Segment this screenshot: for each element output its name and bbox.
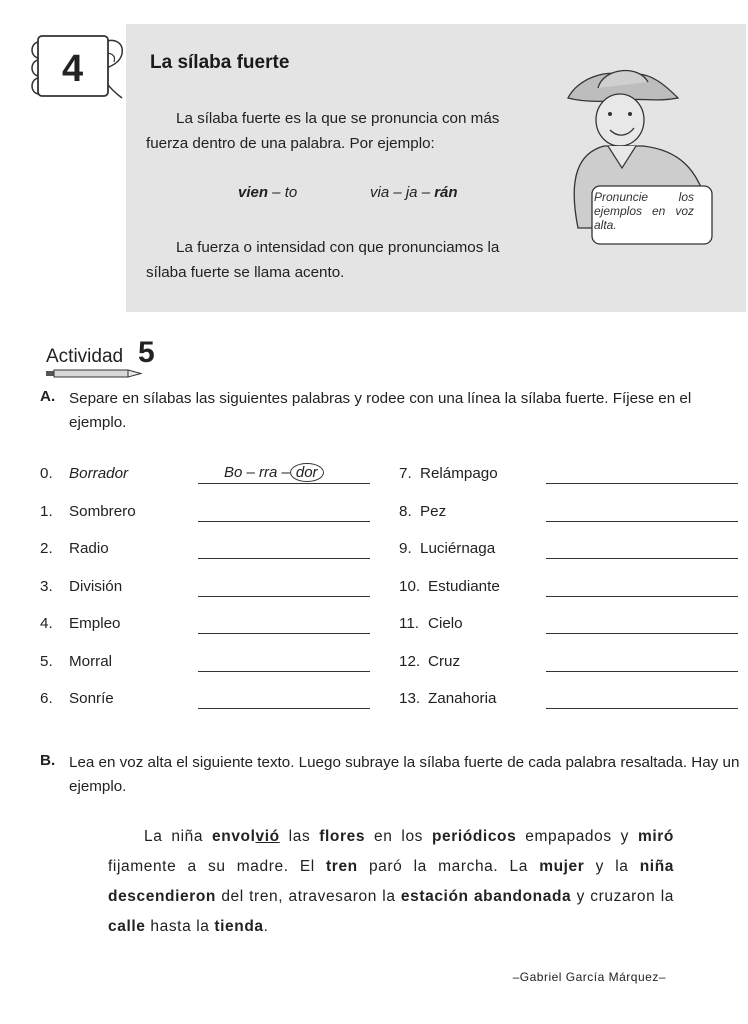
passage-text: en los [365, 828, 432, 845]
highlighted-word: flores [319, 828, 366, 845]
highlighted-word: periódicos [431, 828, 517, 845]
pronunciation-note: Pronuncie los ejemplos en voz alta. [594, 190, 694, 232]
hand-holding-number-card-icon [30, 20, 130, 130]
highlighted-word: estación [400, 888, 469, 905]
reading-passage [108, 822, 674, 942]
answer-line[interactable] [198, 483, 370, 484]
section-b-letter: B. [40, 752, 56, 769]
pencil-icon [46, 368, 142, 378]
word-to-separate: Sombrero [69, 502, 136, 520]
answer-line[interactable] [198, 521, 370, 522]
item-number: 9. [399, 540, 412, 557]
highlighted-word: tren [326, 858, 358, 875]
item-number: 11. [399, 615, 419, 632]
answer-line[interactable] [546, 521, 738, 522]
item-number: 3. [40, 577, 53, 595]
word-to-separate: Empleo [69, 615, 121, 632]
highlighted-word: mujer [539, 858, 585, 875]
word-to-separate: Radio [69, 540, 109, 557]
passage-text: las [279, 828, 320, 845]
word-to-separate: Cruz [428, 652, 461, 670]
answer-line[interactable] [546, 633, 738, 634]
item-number: 12. [399, 652, 421, 670]
word-to-separate: Relámpago [420, 465, 498, 482]
answer-line[interactable] [546, 558, 738, 559]
lesson-title: La sílaba fuerte [150, 52, 290, 73]
section-b-instruction: Lea en voz alta el siguiente texto. Luego subraye la sílaba fuerte de cada palabra resaltada. Hay un ejemplo. [69, 754, 740, 795]
passage-text: hasta la [145, 918, 215, 935]
item-number: 10. [399, 577, 421, 595]
passage-text: paró la marcha. La [357, 858, 540, 875]
highlighted-word: miró [637, 828, 674, 845]
answer-line[interactable] [198, 596, 370, 597]
item-number: 1. [40, 502, 53, 520]
passage-text: . [263, 918, 269, 935]
passage-text: fijamente a su madre. El [108, 858, 327, 875]
circled-strong-syllable: dor [290, 463, 324, 482]
passage-text: y la [584, 858, 640, 875]
answer-line[interactable] [198, 671, 370, 672]
underlined-syllable: vió [255, 828, 280, 845]
item-number: 6. [40, 690, 53, 707]
highlighted-word: abandonada [473, 888, 572, 905]
answer-line[interactable] [546, 596, 738, 597]
lesson-paragraph-1: La sílaba fuerte es la que se pronuncia con más fuerza dentro de una palabra. Por ejemplo: [146, 110, 500, 152]
word-to-separate: Estudiante [428, 577, 500, 595]
word-to-separate: Morral [69, 652, 113, 670]
lesson-paragraph-2: La fuerza o intensidad con que pronunciamos la sílaba fuerte se llama acento. [146, 239, 500, 281]
word-to-separate: Sonríe [69, 690, 114, 707]
highlighted-word: tienda [214, 918, 264, 935]
lesson-number: 4 [62, 48, 84, 90]
example-vien-to: vien – to [238, 184, 298, 201]
answer-line[interactable] [546, 708, 738, 709]
passage-author: –Gabriel García Márquez– [512, 970, 666, 984]
word-to-separate: Zanahoria [428, 690, 497, 707]
passage-text: La niña [144, 828, 213, 845]
activity-number: 5 [138, 336, 155, 369]
word-to-separate: Luciérnaga [420, 540, 496, 557]
highlighted-word: niña [639, 858, 674, 875]
example-via-ja-ran: via – ja – rán [370, 184, 458, 201]
item-number: 8. [399, 502, 412, 520]
answer-line[interactable] [198, 633, 370, 634]
passage-paragraph [108, 822, 674, 942]
highlighted-word: envol [212, 828, 256, 845]
item-number: 5. [40, 652, 53, 670]
section-a-instruction: Separe en sílabas las siguientes palabras y rodee con una línea la sílaba fuerte. Fíjese en el ejemplo. [69, 390, 692, 431]
section-a-letter: A. [40, 388, 56, 405]
item-number: 4. [40, 615, 53, 632]
item-number: 0. [40, 465, 53, 482]
answer-line[interactable] [546, 671, 738, 672]
passage-text: y cruzaron la [571, 888, 674, 905]
activity-label: Actividad [46, 346, 124, 367]
item-number: 7. [399, 465, 412, 482]
example-answer: Bo – rra – dor [224, 463, 324, 482]
word-to-separate: Borrador [69, 465, 129, 482]
word-to-separate: Pez [420, 502, 447, 520]
answer-line[interactable] [198, 558, 370, 559]
highlighted-word: descendieron [108, 888, 216, 905]
answer-line[interactable] [198, 708, 370, 709]
word-to-separate: Cielo [428, 615, 463, 632]
word-to-separate: División [69, 577, 123, 595]
item-number: 2. [40, 540, 53, 557]
item-number: 13. [399, 690, 421, 707]
passage-text: del tren, atravesaron la [215, 888, 401, 905]
highlighted-word: calle [108, 918, 146, 935]
passage-text: empapados y [516, 828, 638, 845]
answer-line[interactable] [546, 483, 738, 484]
